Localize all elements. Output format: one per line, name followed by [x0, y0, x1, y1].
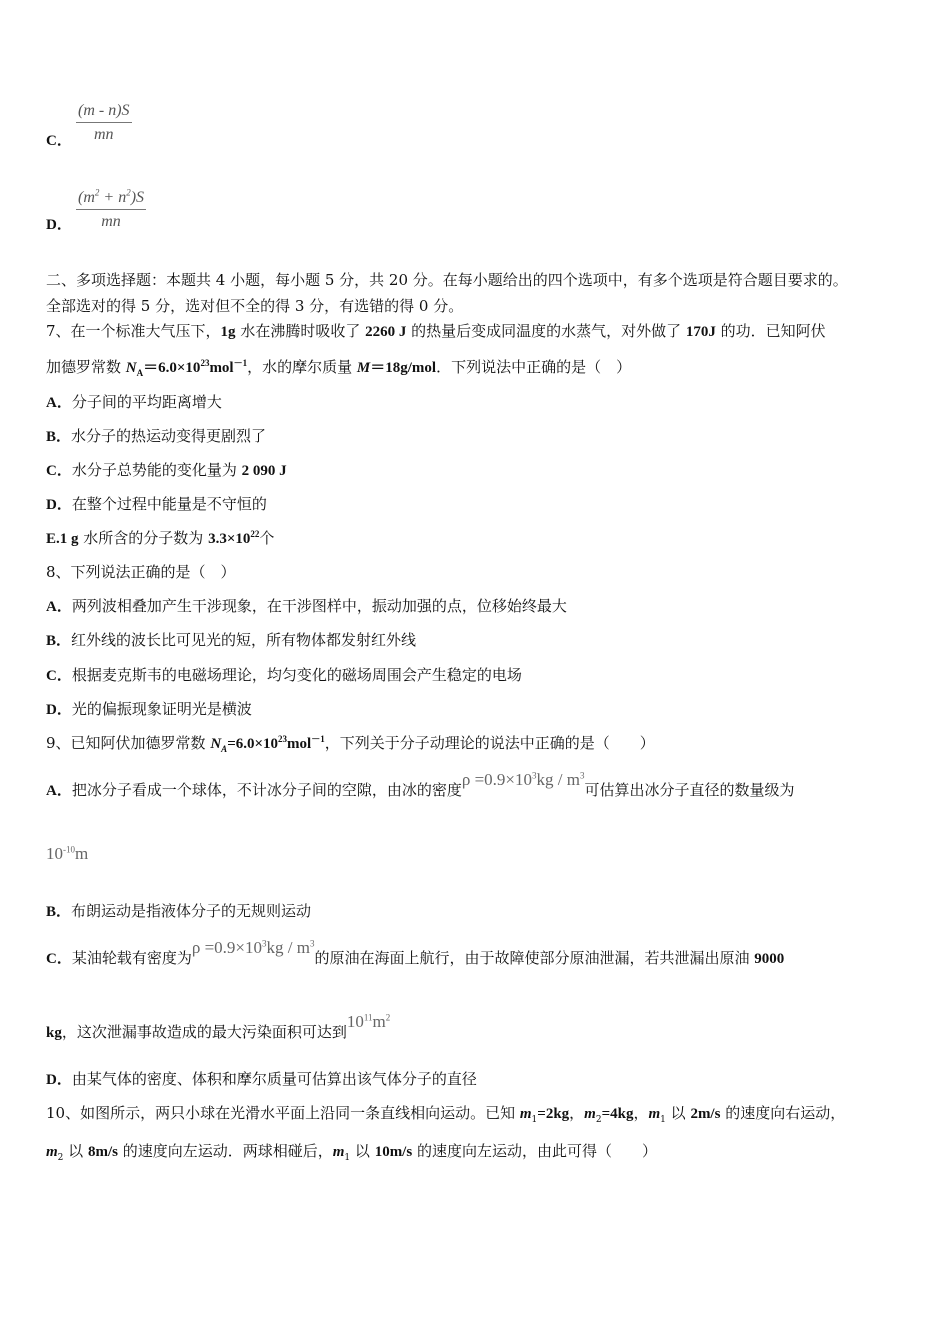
- question-7-option-c: C．水分子总势能的变化量为 2 090 J: [46, 461, 287, 479]
- question-8-option-d: D．光的偏振现象证明光是横波: [46, 700, 252, 718]
- numerator: $(m^2 + n^2)S$: [76, 187, 146, 210]
- question-7-stem: 7、在一个标准大气压下，1g 水在沸腾时吸收了 2260 J 的热量后变成同温度的水蒸气，对外做了 170J 的功．已知阿伏: [46, 322, 826, 340]
- question-8-option-b: B．红外线的波长比可见光的短，所有物体都发射红外线: [46, 631, 417, 649]
- question-8-option-a: A．两列波相叠加产生干涉现象，在干涉图样中，振动加强的点，位移始终最大: [46, 597, 567, 615]
- numerator: (m - n)S: [76, 100, 132, 123]
- fraction-c: [76, 100, 132, 147]
- question-7-option-e: E.1 g 水所含的分子数为 $3.3\times 10^{22}$个: [46, 529, 275, 547]
- question-9-option-b: B．布朗运动是指液体分子的无规则运动: [46, 902, 312, 920]
- question-9-option-a-answer: $10^{-10}m$: [46, 844, 89, 863]
- question-9-option-c: C．某油轮载有密度为$\rho =0.9\times 10^3kg / m^3$的原油在海面上航行，由于故障使部分原油泄漏，若共泄漏出原油 9000: [46, 938, 785, 967]
- section-heading: 二、多项选择题：本题共 4 小题，每小题 5 分，共 20 分。在每小题给出的四个选项中，有多个选项是符合题目要求的。: [46, 271, 848, 289]
- option-label-c: C．: [46, 133, 72, 149]
- question-9-stem: 9、已知阿伏加德罗常数 $N_A=6.0\times 10^{23}mol^{-1}$，下列关于分子动理论的说法中正确的是（ ）: [46, 734, 655, 754]
- question-7-option-b: B．水分子的热运动变得更剧烈了: [46, 427, 267, 445]
- question-7-stem-line2: 加德罗常数 $N_A=6.0\times 10^{23}mol^{-1}$，水的摩尔质量 M＝18g/mol．下列说法中正确的是（ ）: [46, 358, 632, 378]
- denominator: mn: [93, 126, 114, 143]
- section-heading-line2: 全部选对的得 5 分，选对但不全的得 3 分，有选错的得 0 分。: [46, 297, 464, 315]
- option-label-d: D．: [46, 217, 72, 233]
- question-9-option-c-line2: kg，这次泄漏事故造成的最大污染面积可达到$10^{11}m^2$: [46, 1012, 391, 1041]
- question-8-stem: 8、下列说法正确的是（ ）: [46, 563, 236, 581]
- question-8-option-c: C．根据麦克斯韦的电磁场理论，均匀变化的磁场周围会产生稳定的电场: [46, 666, 522, 684]
- question-7-option-d: D．在整个过程中能量是不守恒的: [46, 495, 267, 513]
- fraction-d: [76, 187, 146, 234]
- question-7-option-a: A．分子间的平均距离增大: [46, 393, 222, 411]
- denominator: mn: [101, 213, 121, 230]
- question-10-stem-line2: $m_2$ 以 8m/s 的速度向左运动．两球相碰后，$m_1$ 以 10m/s 的速度向左运动，由此可得（ ）: [46, 1142, 657, 1163]
- question-10-stem: 10、如图所示，两只小球在光滑水平面上沿同一条直线相向运动。已知 $m_1=2kg$，$m_2=4kg$，$m_1$ 以 2m/s 的速度向右运动，: [46, 1104, 846, 1125]
- question-9-option-a: A．把冰分子看成一个球体，不计冰分子间的空隙，由冰的密度$\rho =0.9\times 10^3kg / m^3$可估算出冰分子直径的数量级为: [46, 770, 795, 799]
- question-9-option-d: D．由某气体的密度、体积和摩尔质量可估算出该气体分子的直径: [46, 1070, 477, 1088]
